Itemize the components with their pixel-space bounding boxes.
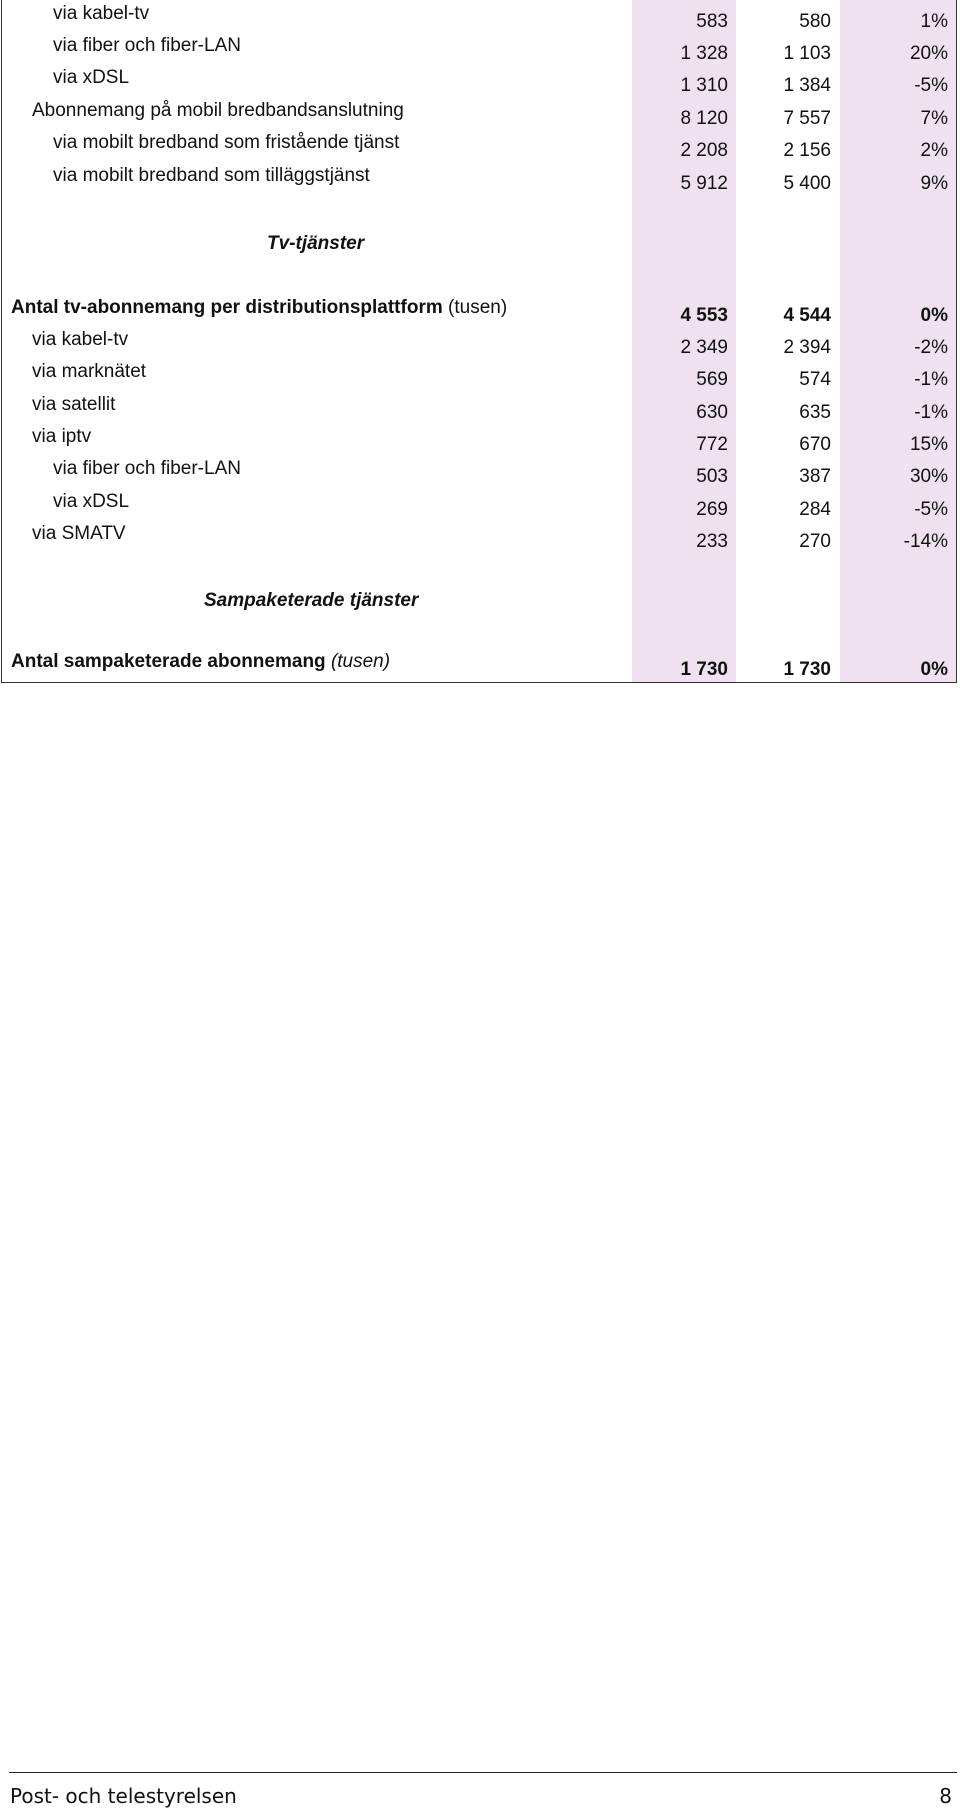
value-current: 1 730	[680, 659, 728, 680]
value-change: 7%	[920, 108, 948, 129]
table-row	[2, 66, 958, 98]
value-change: -5%	[914, 75, 948, 96]
row-label: via mobilt bredband som tilläggstjänst	[53, 165, 370, 186]
value-current: 1 328	[680, 43, 728, 64]
value-previous: 2 156	[783, 140, 831, 161]
value-current: 2 208	[680, 140, 728, 161]
table-row	[2, 490, 958, 522]
value-previous: 670	[799, 434, 831, 455]
table-row	[2, 2, 958, 34]
table-row	[2, 425, 958, 457]
table-row	[2, 522, 958, 554]
value-change: -5%	[914, 499, 948, 520]
value-previous: 1 730	[783, 659, 831, 680]
value-current: 8 120	[680, 108, 728, 129]
value-previous: 574	[799, 369, 831, 390]
row-label: via fiber och fiber-LAN	[53, 458, 241, 479]
row-label: Antal tv-abonnemang per distributionsplattform	[11, 297, 443, 318]
table-row-total	[2, 296, 958, 328]
value-previous: 1 384	[783, 75, 831, 96]
value-change: 0%	[920, 305, 948, 326]
value-current: 583	[696, 11, 728, 32]
value-change: 2%	[920, 140, 948, 161]
row-label: via marknätet	[32, 361, 147, 382]
row-label: Antal sampaketerade abonnemang	[11, 651, 326, 672]
section-heading-tv: Tv-tjänster	[267, 233, 365, 254]
value-previous: 635	[799, 402, 831, 423]
footer-publisher: Post- och telestyrelsen	[10, 1784, 237, 1808]
value-previous: 5 400	[783, 173, 831, 194]
row-label: via fiber och fiber-LAN	[53, 35, 241, 56]
value-current: 5 912	[680, 173, 728, 194]
row-label: via SMATV	[32, 523, 126, 544]
value-previous: 7 557	[783, 108, 831, 129]
value-change: -1%	[914, 369, 948, 390]
row-unit: (tusen)	[330, 651, 391, 672]
value-current: 503	[696, 466, 728, 487]
table-row	[2, 34, 958, 66]
table-row	[2, 131, 958, 163]
statistics-table	[1, 0, 957, 683]
row-label: via iptv	[32, 426, 92, 447]
row-label: via mobilt bredband som fristående tjänst	[53, 132, 400, 153]
value-previous: 387	[799, 466, 831, 487]
row-label: via kabel-tv	[32, 329, 129, 350]
value-change: 20%	[909, 43, 948, 64]
value-previous: 284	[799, 499, 831, 520]
row-label: via satellit	[32, 394, 116, 415]
value-current: 233	[696, 531, 728, 552]
row-unit: (tusen)	[448, 297, 508, 318]
row-label: Abonnemang på mobil bredbandsanslutning	[32, 100, 404, 121]
value-change: 0%	[920, 659, 948, 680]
table-row	[2, 393, 958, 425]
value-current: 772	[696, 434, 728, 455]
table-row	[2, 99, 958, 131]
page-number: 8	[939, 1784, 952, 1808]
value-previous: 580	[799, 11, 831, 32]
value-previous: 1 103	[783, 43, 831, 64]
value-previous: 270	[799, 531, 831, 552]
value-change: 15%	[909, 434, 948, 455]
table-row	[2, 164, 958, 196]
value-current: 2 349	[680, 337, 728, 358]
row-label: via kabel-tv	[53, 3, 150, 24]
footer-divider	[9, 1772, 957, 1773]
table-row-total	[2, 650, 958, 682]
value-change: -2%	[914, 337, 948, 358]
table-row	[2, 360, 958, 392]
table-row	[2, 328, 958, 360]
value-current: 569	[696, 369, 728, 390]
value-change: -14%	[903, 531, 948, 552]
row-label: via xDSL	[53, 67, 130, 88]
value-current: 4 553	[680, 305, 728, 326]
table-row	[2, 457, 958, 489]
row-label: via xDSL	[53, 491, 130, 512]
value-change: 1%	[920, 11, 948, 32]
value-change: -1%	[914, 402, 948, 423]
value-previous: 2 394	[783, 337, 831, 358]
value-current: 269	[696, 499, 728, 520]
value-current: 1 310	[680, 75, 728, 96]
section-heading-bundled: Sampaketerade tjänster	[204, 590, 419, 611]
value-change: 9%	[920, 173, 948, 194]
value-current: 630	[696, 402, 728, 423]
value-change: 30%	[909, 466, 948, 487]
value-previous: 4 544	[783, 305, 831, 326]
